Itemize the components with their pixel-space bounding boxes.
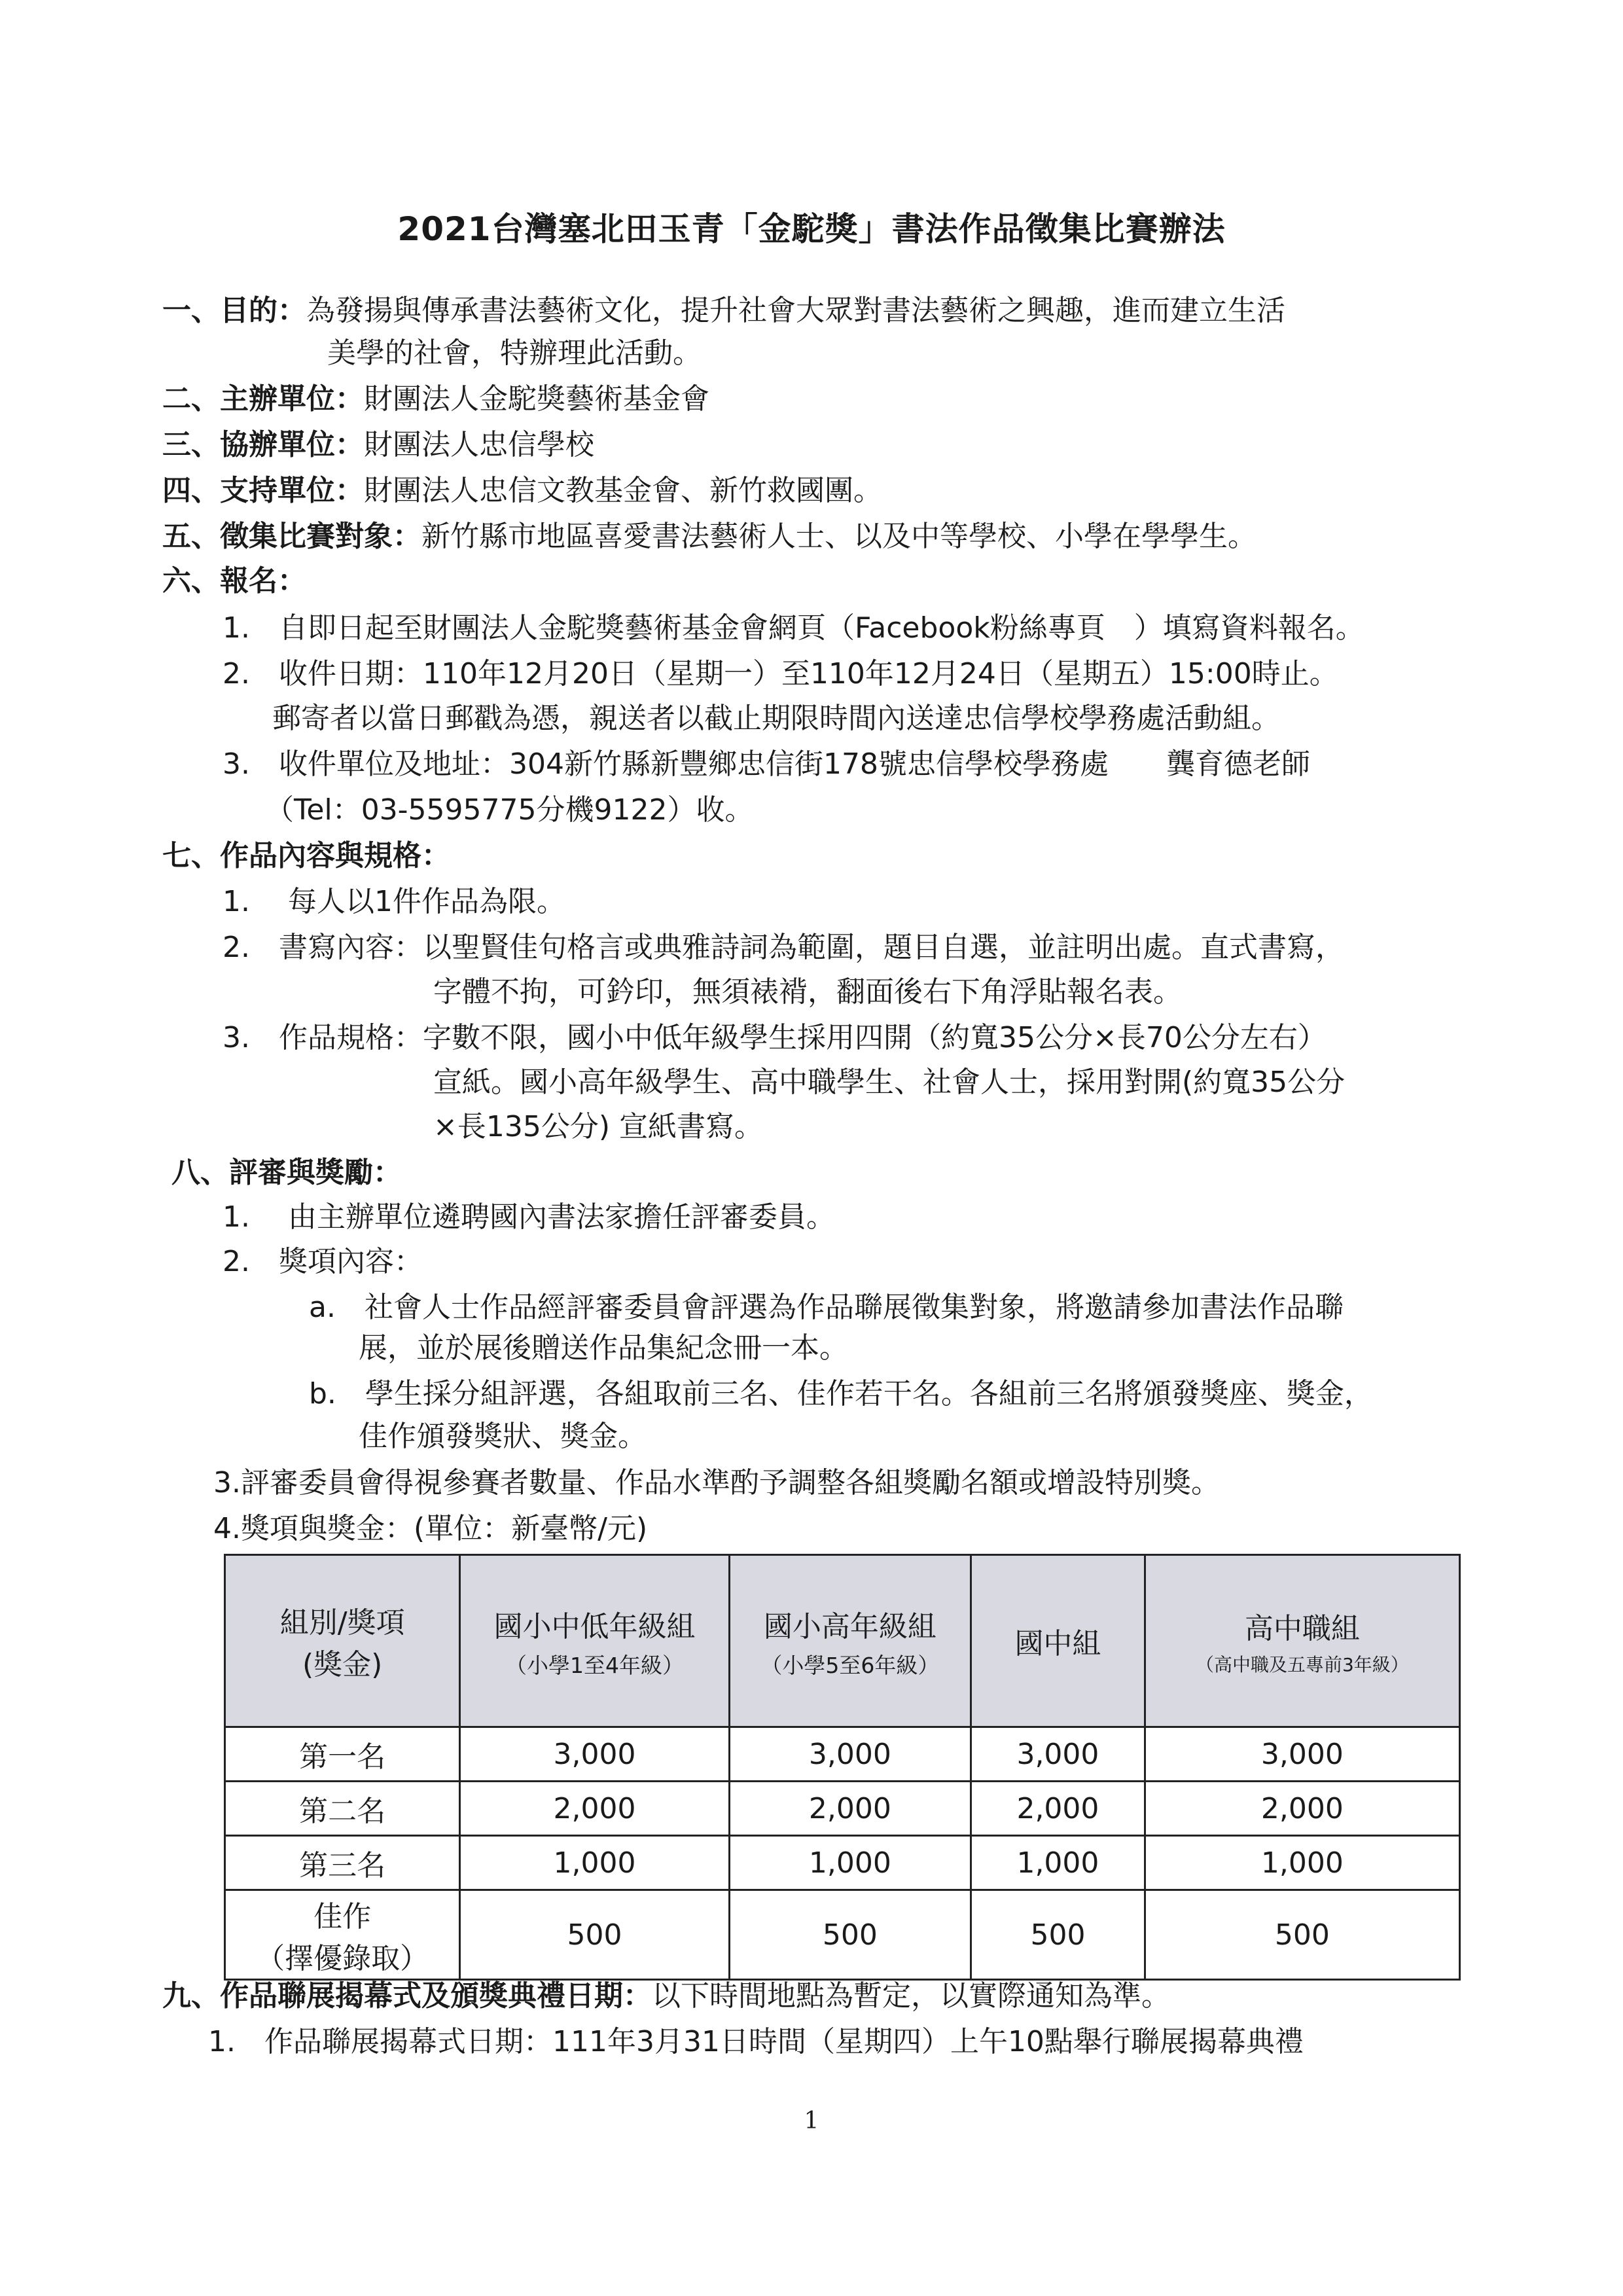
- section-9-text: 以下時間地點為暫定，以實際通知為準。: [652, 1979, 1170, 2013]
- table-cell: 2,000: [729, 1782, 971, 1836]
- column-header: [460, 1555, 729, 1727]
- table-cell: 500: [971, 1890, 1145, 1980]
- column-header-name: 國小中低年級組: [493, 1609, 696, 1643]
- column-header: [729, 1555, 971, 1727]
- section-8-item-1: 1. 由主辦單位遴聘國內書法家擔任評審委員。: [223, 1200, 835, 1234]
- section-8-item-2a-cont: 展，並於展後贈送作品集紀念冊一本。: [359, 1331, 848, 1365]
- column-header-sub: （小學1至4年級）: [505, 1652, 685, 1678]
- section-8-label: 八、評審與獎勵：: [171, 1156, 402, 1189]
- table-corner-cell: [225, 1555, 460, 1727]
- table-cell: 2,000: [971, 1782, 1145, 1836]
- section-8-item-4: 4.獎項與獎金：(單位：新臺幣/元): [213, 1512, 648, 1545]
- section-7-label: 七、作品內容與規格：: [162, 839, 450, 872]
- row-label: [225, 1890, 460, 1980]
- section-7-item-3-cont: 宣紙。國小高年級學生、高中職學生、社會人士，採用對開(約寬35公分: [433, 1066, 1346, 1099]
- section-7-item-2: 2. 書寫內容：以聖賢佳句格言或典雅詩詞為範圍，題目自選，並註明出處。直式書寫，: [223, 931, 1344, 964]
- section-7-item-2-cont: 字體不拘，可鈐印，無須裱褙，翻面後右下角浮貼報名表。: [433, 975, 1182, 1009]
- section-4-label: 四、支持單位：: [162, 474, 364, 507]
- section-8-item-2b-cont: 佳作頒發獎狀、獎金。: [359, 1420, 647, 1453]
- section-1-text-cont: 美學的社會，特辦理此活動。: [327, 336, 702, 370]
- page-title: 2021台灣塞北田玉青「金駝獎」書法作品徵集比賽辦法: [397, 210, 1226, 248]
- column-header-sub: （高中職及五專前3年級）: [1195, 1654, 1409, 1676]
- section-5: [162, 517, 1257, 556]
- section-9-label: 九、作品聯展揭幕式及頒獎典禮日期：: [162, 1979, 652, 2013]
- column-header: [971, 1555, 1145, 1727]
- section-5-label: 五、徵集比賽對象：: [162, 520, 421, 553]
- table-row: [225, 1782, 1460, 1836]
- section-3-text: 財團法人忠信學校: [364, 428, 594, 461]
- page-number: 1: [804, 2108, 819, 2134]
- row-label: 第一名: [225, 1727, 460, 1782]
- section-6-item-1: 1. 自即日起至財團法人金駝獎藝術基金會網頁（Facebook粉絲專頁 ）填寫資料報名。: [223, 611, 1364, 645]
- section-6-item-3: 3. 收件單位及地址：304新竹縣新豐鄉忠信街178號忠信學校學務處 龔育德老師: [223, 747, 1310, 781]
- row-label: 第三名: [225, 1836, 460, 1890]
- table-cell: 2,000: [1145, 1782, 1459, 1836]
- table-cell: 2,000: [460, 1782, 729, 1836]
- corner-label: 組別/獎項: [279, 1606, 405, 1640]
- row-label-sub: （擇優錄取）: [256, 1942, 429, 1975]
- section-1-text: 為發揚與傳承書法藝術文化，提升社會大眾對書法藝術之興趣，進而建立生活: [306, 294, 1285, 327]
- corner-label-sub: (獎金): [302, 1648, 383, 1681]
- table-cell: 3,000: [729, 1727, 971, 1782]
- prize-table: [224, 1554, 1461, 1981]
- column-header-sub: （小學5至6年級）: [760, 1652, 940, 1678]
- section-1-label: 一、目的：: [162, 294, 306, 327]
- section-6-item-2-cont: 郵寄者以當日郵戳為憑，親送者以截止期限時間內送達忠信學校學務處活動組。: [272, 702, 1280, 735]
- section-9-item-1: 1. 作品聯展揭幕式日期：111年3月31日時間（星期四）上午10點舉行聯展揭幕典禮: [208, 2025, 1304, 2058]
- row-label-main: 佳作: [313, 1900, 372, 1933]
- section-3: [162, 425, 594, 465]
- table-cell: 1,000: [460, 1836, 729, 1890]
- section-7-item-3: 3. 作品規格：字數不限，國小中低年級學生採用四開（約寬35公分×長70公分左右）: [223, 1021, 1327, 1054]
- row-label: 第二名: [225, 1782, 460, 1836]
- column-header: [1145, 1555, 1459, 1727]
- column-header-name: 國中組: [1014, 1627, 1101, 1660]
- table-cell: 1,000: [1145, 1836, 1459, 1890]
- section-6-item-2: 2. 收件日期：110年12月20日（星期一）至110年12月24日（星期五）15:00時止。: [223, 657, 1338, 691]
- table-cell: 3,000: [971, 1727, 1145, 1782]
- section-4: [162, 471, 882, 511]
- table-row: [225, 1727, 1460, 1782]
- section-3-label: 三、協辦單位：: [162, 428, 364, 461]
- table-cell: 500: [1145, 1890, 1459, 1980]
- column-header-name: 高中職組: [1244, 1612, 1360, 1645]
- section-8-item-2: 2. 獎項內容：: [223, 1245, 423, 1278]
- section-8-item-3: 3.評審委員會得視參賽者數量、作品水準酌予調整各組獎勵名額或增設特別獎。: [213, 1466, 1220, 1499]
- section-4-text: 財團法人忠信文教基金會、新竹救國團。: [364, 474, 882, 507]
- section-7-item-1: 1. 每人以1件作品為限。: [223, 885, 565, 918]
- table-cell: 3,000: [460, 1727, 729, 1782]
- section-5-text: 新竹縣市地區喜愛書法藝術人士、以及中等學校、小學在學學生。: [421, 520, 1257, 553]
- section-7-item-3-cont2: ×長135公分) 宣紙書寫。: [433, 1110, 764, 1143]
- section-6-label: 六、報名：: [162, 564, 306, 598]
- section-8-item-2b: b. 學生採分組評選，各組取前三名、佳作若干名。各組前三名將頒發獎座、獎金，: [309, 1377, 1373, 1410]
- table-cell: 1,000: [729, 1836, 971, 1890]
- section-2-text: 財團法人金駝獎藝術基金會: [364, 382, 709, 416]
- table-row: [225, 1836, 1460, 1890]
- section-1: [162, 291, 1285, 331]
- section-6-item-3-cont: （Tel：03-5595775分機9122）收。: [265, 793, 754, 827]
- section-8-item-2a: a. 社會人士作品經評審委員會評選為作品聯展徵集對象，將邀請參加書法作品聯: [309, 1291, 1344, 1324]
- section-2: [162, 380, 709, 419]
- table-header-row: [225, 1555, 1460, 1727]
- table-cell: 3,000: [1145, 1727, 1459, 1782]
- table-row: [225, 1890, 1460, 1980]
- table-cell: 500: [460, 1890, 729, 1980]
- table-cell: 1,000: [971, 1836, 1145, 1890]
- section-9: [162, 1977, 1170, 2016]
- column-header-name: 國小高年級組: [763, 1609, 936, 1643]
- section-2-label: 二、主辦單位：: [162, 382, 364, 416]
- table-cell: 500: [729, 1890, 971, 1980]
